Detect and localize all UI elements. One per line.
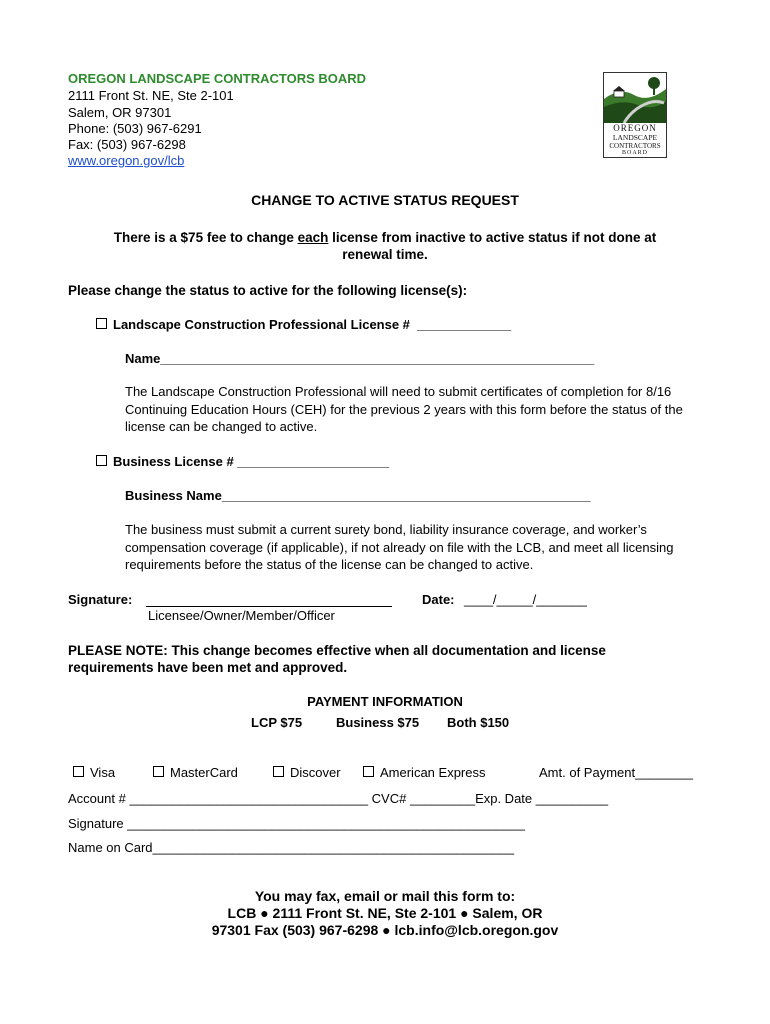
lcb-logo — [603, 72, 667, 158]
payment-heading: PAYMENT INFORMATION — [307, 694, 463, 709]
card-signature-label: Signature — [68, 816, 124, 831]
both-fee: Both $150 — [447, 715, 510, 730]
signature-sub-label: Licensee/Owner/Member/Officer — [148, 608, 335, 623]
business-name-row — [125, 487, 591, 504]
logo-line4: BOARD — [621, 150, 648, 156]
instruction-text: Please change the status to active for the following license(s): — [68, 283, 468, 298]
amex-option[interactable] — [363, 764, 485, 781]
lcp-name-field[interactable]: ____________________________________________________________ — [160, 351, 595, 366]
exp-label: Exp. Date — [475, 791, 533, 806]
please-note-line1: PLEASE NOTE: This change becomes effective when all documentation and license — [68, 643, 606, 658]
mastercard-option[interactable] — [153, 764, 238, 781]
exp-field[interactable]: __________ — [535, 791, 609, 806]
discover-option[interactable] — [273, 764, 341, 781]
account-label: Account # — [68, 791, 126, 806]
org-address: 2111 Front St. NE, Ste 2-101 — [68, 88, 234, 103]
landscape-icon — [604, 73, 666, 123]
card-signature-row — [68, 815, 525, 832]
business-label: Business License # — [113, 454, 234, 469]
mastercard-label: MasterCard — [170, 765, 238, 780]
name-on-card-label: Name on Card — [68, 840, 153, 855]
org-name: OREGON LANDSCAPE CONTRACTORS BOARD — [68, 71, 367, 86]
visa-checkbox[interactable] — [73, 766, 84, 777]
amount-row — [539, 764, 693, 781]
date-label: Date: — [422, 592, 455, 607]
amex-label: American Express — [380, 765, 486, 780]
page-title: CHANGE TO ACTIVE STATUS REQUEST — [251, 192, 519, 208]
name-on-card-field[interactable]: __________________________________________________ — [152, 840, 515, 855]
lcp-license-field[interactable]: _____________ — [417, 317, 512, 332]
logo-line3: CONTRACTORS — [609, 142, 661, 150]
org-city: Salem, OR 97301 — [68, 105, 172, 120]
org-fax: Fax: (503) 967-6298 — [68, 137, 186, 152]
lcp-note: The Landscape Construction Professional will need to submit certificates of completion for 8/16 Continuing Education Hours (CEH) for the previous 2 years with this form before the status of the license can be changed to active. — [125, 384, 683, 434]
mastercard-checkbox[interactable] — [153, 766, 164, 777]
lcp-checkbox[interactable] — [96, 318, 107, 329]
visa-option[interactable] — [73, 764, 115, 781]
account-field[interactable]: _________________________________ — [129, 791, 369, 806]
business-license-row — [96, 453, 389, 470]
fee-text-part1: There is a $75 fee to change — [113, 230, 298, 245]
lcp-license-row — [96, 316, 511, 333]
cvc-label: CVC# — [371, 791, 407, 806]
business-fee: Business $75 — [336, 715, 420, 730]
business-checkbox[interactable] — [96, 455, 107, 466]
lcp-label: Landscape Construction Professional License # — [113, 317, 410, 332]
fee-text-line2: renewal time. — [342, 247, 428, 262]
name-on-card-row — [68, 839, 514, 856]
business-name-label: Business Name — [125, 488, 222, 503]
amount-label: Amt. of Payment — [539, 765, 636, 780]
account-row — [68, 790, 608, 807]
org-phone: Phone: (503) 967-6291 — [68, 121, 202, 136]
visa-label: Visa — [90, 765, 116, 780]
fee-notice — [60, 229, 710, 263]
amount-field[interactable]: ________ — [635, 765, 693, 780]
cvc-field[interactable]: _________ — [409, 791, 476, 806]
lcp-fee: LCP $75 — [251, 715, 303, 730]
lcp-name-row — [125, 350, 594, 367]
business-license-field[interactable]: _____________________ — [237, 454, 390, 469]
business-name-field[interactable]: ___________________________________________________ — [221, 488, 591, 503]
card-signature-field[interactable]: _______________________________________________________ — [127, 816, 525, 831]
discover-checkbox[interactable] — [273, 766, 284, 777]
date-field[interactable]: ____/_____/_______ — [464, 592, 587, 607]
logo-line1: OREGON — [613, 123, 657, 133]
logo-line2: LANDSCAPE — [612, 133, 658, 142]
business-note: The business must submit a current surety bond, liability insurance coverage, and worker’s compensation coverage (if applicable), if not already on file with the LCB, and meet all licensing requirements before the status of the license can be changed to active. — [125, 522, 674, 572]
please-note-line2: requirements have been met and approved. — [68, 660, 348, 675]
signature-field[interactable] — [146, 590, 392, 607]
fee-text-part2: license from inactive to active status if not done at — [328, 230, 657, 245]
footer-line1: You may fax, email or mail this form to: — [254, 888, 516, 904]
footer-line3: 97301 Fax (503) 967-6298 ● lcb.info@lcb.oregon.gov — [211, 922, 559, 938]
signature-label: Signature: — [68, 592, 133, 607]
org-website-link[interactable]: www.oregon.gov/lcb — [68, 153, 185, 168]
fee-emphasis: each — [297, 230, 329, 245]
lcp-name-label: Name — [125, 351, 161, 366]
amex-checkbox[interactable] — [363, 766, 374, 777]
discover-label: Discover — [290, 765, 341, 780]
footer-line2: LCB ● 2111 Front St. NE, Ste 2-101 ● Salem, OR — [227, 905, 543, 921]
